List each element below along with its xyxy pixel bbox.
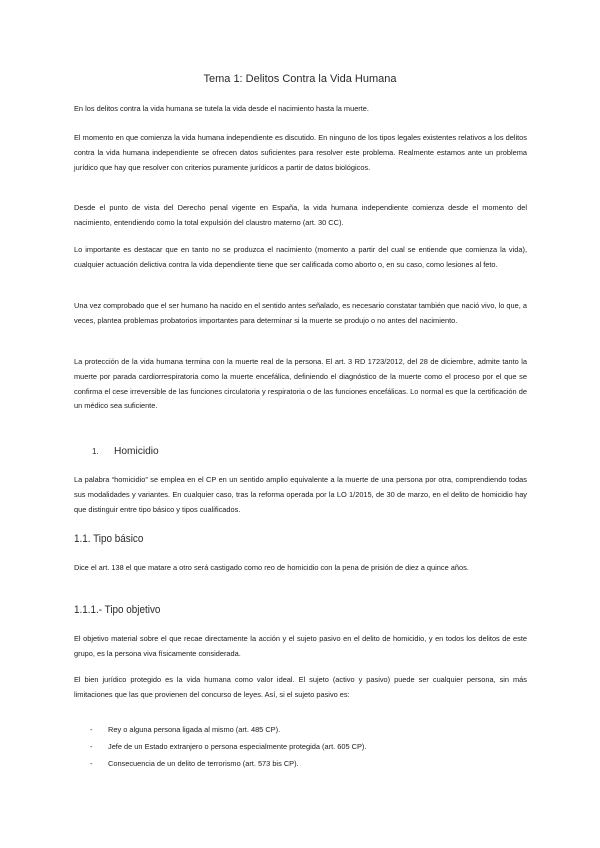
paragraph: El momento en que comienza la vida humana independiente es discutido. En ninguno de los tipos legales existentes relativos a los delitos contra la vida humana independiente se ofrecen datos suficientes para resolver este problema. Realmente estamos ante un problema jurídico que hay que resolver con criterios puramente jurídicos a partir de datos biológicos. <box>74 133 527 172</box>
list-item-text: Consecuencia de un delito de terrorismo (art. 573 bis CP). <box>108 759 299 768</box>
section-title: Homicidio <box>114 446 159 457</box>
list-item <box>90 738 530 755</box>
section-heading <box>92 446 159 457</box>
list-item <box>90 721 530 738</box>
list-item-text: Rey o alguna persona ligada al mismo (art. 485 CP). <box>108 725 281 734</box>
section-number: 1. <box>92 447 99 456</box>
paragraph: Desde el punto de vista del Derecho penal vigente en España, la vida humana independiente comienza desde el momento del nacimiento, entendiendo como la total expulsión del claustro materno (art. 30 CC). <box>74 203 527 227</box>
paragraph: El objetivo material sobre el que recae directamente la acción y el sujeto pasivo en el delito de homicidio, y en todos los delitos de este grupo, es la persona viva físicamente considerada. <box>74 634 527 658</box>
bullet-list <box>90 721 530 772</box>
paragraph: Dice el art. 138 el que matare a otro será castigado como reo de homicidio con la pena de prisión de diez a quince años. <box>74 563 469 572</box>
bullet-dash: - <box>90 742 93 751</box>
bullet-dash: - <box>90 759 93 768</box>
subsection-heading: 1.1. Tipo básico <box>74 533 144 545</box>
paragraph: En los delitos contra la vida humana se tutela la vida desde el nacimiento hasta la muerte. <box>74 104 369 113</box>
paragraph: La protección de la vida humana termina con la muerte real de la persona. El art. 3 RD 1723/2012, del 28 de diciembre, admite tanto la muerte por parada cardiorrespiratoria como la muerte encefálica, definiendo el diagnóstico de la muerte como el proceso por el que se confirma el cese irreversible de las funciones circulatoria y respiratoria o de las funciones encefálicas. Lo normal es que la certificación de un médico sea suficiente. <box>74 357 527 411</box>
subsection-heading: 1.1.1.- Tipo objetivo <box>74 604 161 616</box>
bullet-dash: - <box>90 725 93 734</box>
paragraph: Una vez comprobado que el ser humano ha nacido en el sentido antes señalado, es necesario constatar también que nació vivo, lo que, a veces, plantea problemas probatorios importantes para determinar si la muerte se produjo o no antes del nacimiento. <box>74 301 527 325</box>
paragraph: El bien jurídico protegido es la vida humana como valor ideal. El sujeto (activo y pasivo) puede ser cualquier persona, sin más limitaciones que las que provienen del concurso de leyes. Así, si el sujeto pasivo es: <box>74 675 527 699</box>
list-item <box>90 755 530 772</box>
paragraph: La palabra “homicidio” se emplea en el CP en un sentido amplio equivalente a la muerte de una persona por otra, comprendiendo todas sus modalidades y variantes. En cualquier caso, tras la reforma operada por la LO 1/2015, de 30 de marzo, en el delito de homicidio hay que distinguir entre tipo básico y tipos cualificados. <box>74 475 527 514</box>
paragraph: Lo importante es destacar que en tanto no se produzca el nacimiento (momento a partir del cual se entiende que comienza la vida), cualquier actuación delictiva contra la vida dependiente tiene que ser calificada como aborto o, en su caso, como lesiones al feto. <box>74 245 527 269</box>
page-title: Tema 1: Delitos Contra la Vida Humana <box>203 73 397 85</box>
list-item-text: Jefe de un Estado extranjero o persona especialmente protegida (art. 605 CP). <box>108 742 367 751</box>
